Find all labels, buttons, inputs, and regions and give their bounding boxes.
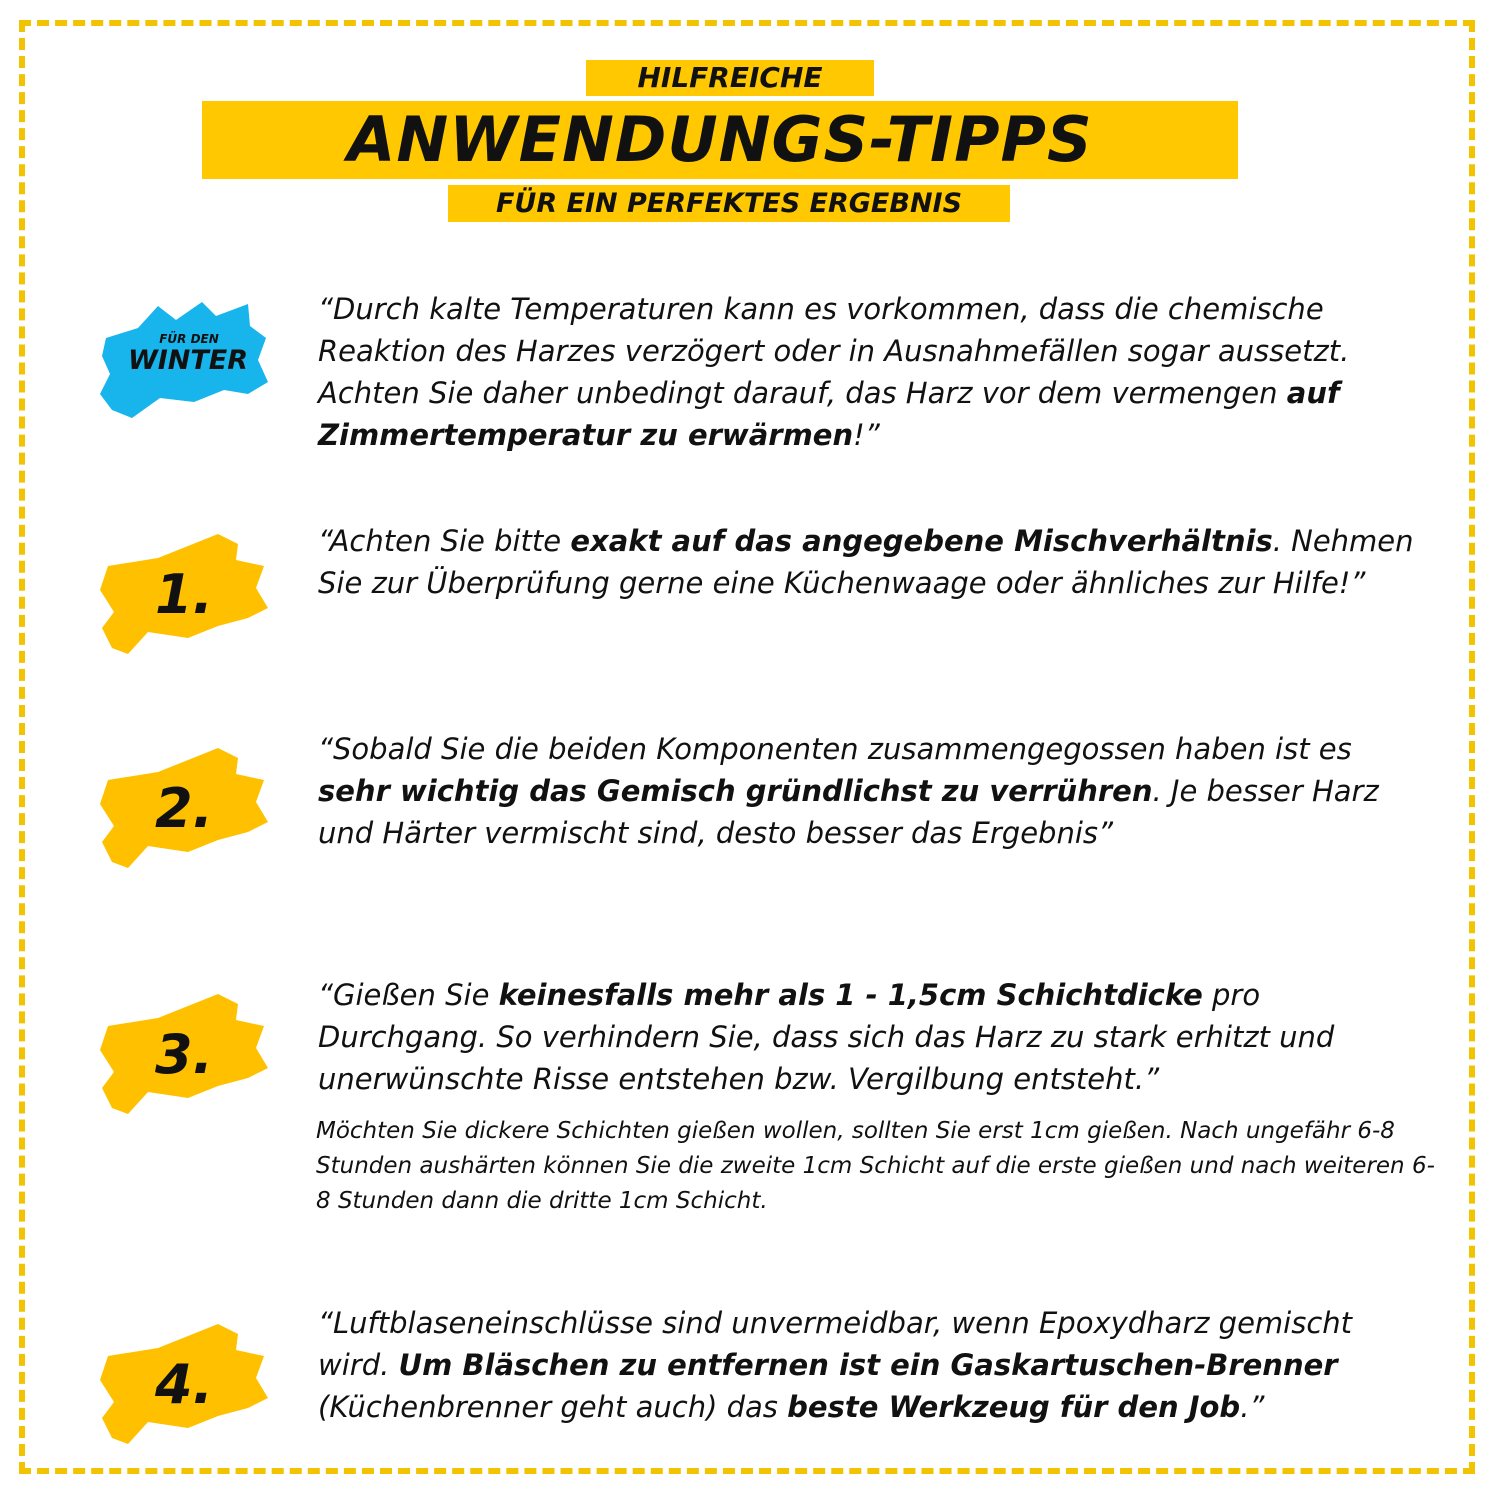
tip1-badge bbox=[98, 530, 270, 658]
emphasis-text: Um Bläschen zu entfernen ist ein Gaskartuschen-Brenner bbox=[398, 1348, 1338, 1382]
tip-text-segment: “Sobald Sie die beiden Komponenten zusammengegossen haben ist es bbox=[318, 732, 1352, 766]
tip4-badge bbox=[98, 1320, 270, 1448]
winter-badge-main: WINTER bbox=[127, 345, 249, 376]
emphasis-text: auf Zimmertemperatur zu erwärmen bbox=[318, 376, 1340, 452]
tip3-note: Möchten Sie dickere Schichten gießen wollen, sollten Sie erst 1cm gießen. Nach ungefähr 6-8 Stunden aushärten können Sie die zweite 1cm Schicht auf die erste gießen und nach weiteren 6-8 Stunden dann die dritte 1cm Schicht. bbox=[316, 1118, 1435, 1214]
tip2-number: 2. bbox=[154, 776, 214, 840]
tip1-text bbox=[318, 520, 1428, 604]
tip1-number: 1. bbox=[154, 562, 214, 626]
tip2-badge bbox=[98, 744, 270, 872]
tip-text-segment: “Durch kalte Temperaturen kann es vorkommen, dass die chemische Reaktion des Harzes verzögert oder in Ausnahmefällen sogar aussetzt. Achten Sie daher unbedingt darauf, das Harz vor dem vermengen bbox=[318, 292, 1350, 410]
winter-badge bbox=[98, 298, 270, 426]
page-title: ANWENDUNGS-TIPPS bbox=[202, 101, 1238, 179]
tip3-number: 3. bbox=[154, 1022, 214, 1086]
tip-text-segment: “Luftblaseneinschlüsse sind unvermeidbar, wenn Epoxydharz gemischt wird. bbox=[318, 1306, 1353, 1382]
tip4-number: 4. bbox=[154, 1352, 214, 1416]
tip-text-segment: (Küchenbrenner geht auch) das bbox=[318, 1390, 788, 1424]
emphasis-text: sehr wichtig das Gemisch gründlichst zu verrühren bbox=[318, 774, 1153, 808]
tip3-badge bbox=[98, 990, 270, 1118]
tip-text-segment: .” bbox=[1240, 1390, 1265, 1424]
tip-text-segment: “Achten Sie bitte bbox=[318, 524, 571, 558]
winter-badge-top: FÜR DEN bbox=[159, 332, 219, 346]
header-line3: FÜR EIN PERFEKTES ERGEBNIS bbox=[448, 185, 1010, 222]
tip-text-segment: . Nehmen Sie zur Überprüfung gerne eine Küchenwaage oder ähnliches zur Hilfe!” bbox=[318, 524, 1414, 600]
emphasis-text: keinesfalls mehr als 1 - 1,5cm Schichtdicke bbox=[498, 978, 1203, 1012]
tip2-text bbox=[318, 728, 1428, 854]
emphasis-text: exakt auf das angegebene Mischverhältnis bbox=[570, 524, 1273, 558]
tip-text-segment: “Gießen Sie bbox=[318, 978, 499, 1012]
tip4-text bbox=[318, 1302, 1428, 1428]
header-line1: HILFREICHE bbox=[586, 60, 874, 96]
emphasis-text: beste Werkzeug für den Job bbox=[787, 1390, 1241, 1424]
tip-text-segment: . Je besser Harz und Härter vermischt sind, desto besser das Ergebnis” bbox=[318, 774, 1379, 850]
winter-tip-text bbox=[318, 288, 1428, 456]
tip-text-segment: pro Durchgang. So verhindern Sie, dass sich das Harz zu stark erhitzt und unerwünschte Risse entstehen bzw. Vergilbung entsteht.” bbox=[318, 978, 1335, 1096]
tip3-text bbox=[318, 974, 1428, 1100]
tip-text-segment: !” bbox=[853, 418, 880, 452]
